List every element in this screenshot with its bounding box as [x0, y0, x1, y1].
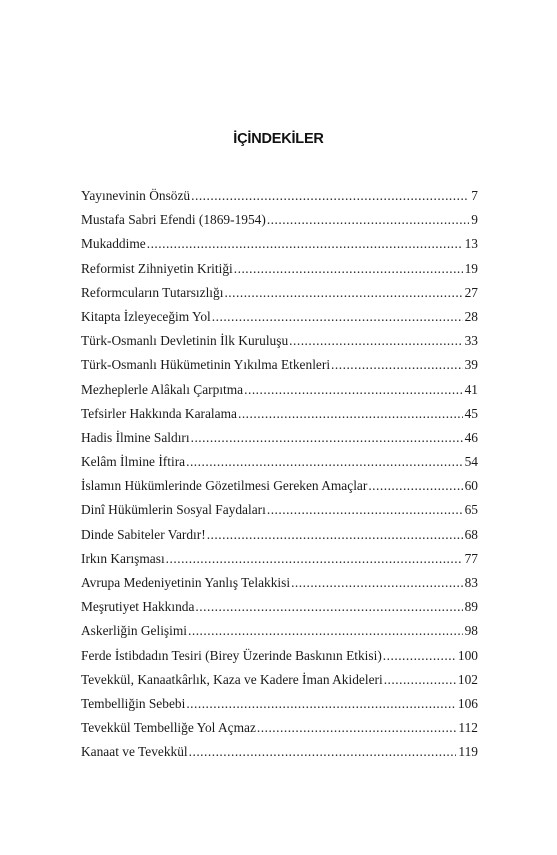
- toc-entry-label: Reformcuların Tutarsızlığı: [81, 284, 224, 300]
- toc-entry: [81, 646, 478, 670]
- toc-entry: [81, 355, 478, 379]
- toc-entry: [81, 525, 478, 549]
- toc-entry-page-number: 54: [464, 454, 478, 470]
- toc-dot-leader: [291, 573, 463, 593]
- toc-entry: [81, 694, 478, 718]
- toc-entry-page-number: 28: [464, 308, 478, 324]
- toc-entry-label: Hadis İlmine Saldırı: [81, 429, 190, 445]
- toc-entry-label: Kelâm İlmine İftira: [81, 454, 186, 470]
- toc-entry: [81, 283, 478, 307]
- toc-entry: [81, 573, 478, 597]
- toc-entry-page-number: 77: [464, 550, 478, 566]
- toc-entry-page-number: 83: [464, 575, 478, 590]
- toc-dot-leader: [238, 404, 463, 424]
- toc-dot-leader: [186, 452, 463, 472]
- toc-entry-label: Türk-Osmanlı Devletinin İlk Kuruluşu: [81, 333, 289, 349]
- toc-entry-page-number: 106: [457, 695, 478, 711]
- toc-entry-page-number: 9: [471, 212, 478, 228]
- toc-entry: [81, 452, 478, 476]
- toc-dot-leader: [267, 500, 463, 520]
- toc-dot-leader: [224, 283, 462, 303]
- toc-entry-page-number: 39: [464, 357, 478, 373]
- toc-entry-page-number: 46: [464, 429, 478, 445]
- toc-entry-label: Mukaddime: [81, 236, 146, 252]
- toc-entry: [81, 331, 478, 355]
- toc-dot-leader: [384, 670, 456, 690]
- toc-entry: [81, 259, 478, 283]
- toc-entry-page-number: 102: [457, 671, 478, 687]
- toc-dot-leader: [331, 355, 463, 375]
- toc-entry-label: Irkın Karışması: [81, 550, 165, 566]
- toc-dot-leader: [244, 380, 462, 400]
- toc-entry: [81, 742, 478, 766]
- toc-dot-leader: [212, 307, 463, 327]
- toc-entry-page-number: 112: [458, 720, 478, 736]
- toc-dot-leader: [191, 186, 469, 206]
- toc-dot-leader: [289, 331, 462, 351]
- toc-entry-label: Mezheplerle Alâkalı Çarpıtma: [81, 381, 244, 397]
- toc-dot-leader: [195, 597, 462, 617]
- toc-entry-label: Tevekkül Tembelliğe Yol Açmaz: [81, 720, 256, 736]
- toc-entry: [81, 718, 478, 742]
- toc-title: İÇİNDEKİLER: [233, 131, 324, 147]
- toc-entry-page-number: 68: [464, 526, 478, 542]
- toc-entry-page-number: 45: [464, 405, 478, 421]
- toc-entry-page-number: 7: [471, 188, 478, 203]
- toc-dot-leader: [189, 742, 457, 762]
- toc-dot-leader: [147, 234, 463, 254]
- toc-entry: [81, 404, 478, 428]
- toc-entry-label: Ferde İstibdadın Tesiri (Birey Üzerinde Baskının Etkisi): [81, 647, 382, 663]
- toc-entry: [81, 234, 478, 258]
- toc-entry-page-number: 65: [464, 502, 478, 518]
- toc-entry-label: Yayınevinin Önsözü: [81, 188, 191, 203]
- toc-entry-label: İslamın Hükümlerinde Gözetilmesi Gereken Amaçlar: [81, 478, 368, 494]
- toc-dot-leader: [257, 718, 457, 738]
- toc-entry-label: Türk-Osmanlı Hükümetinin Yıkılma Etkenleri: [81, 357, 331, 373]
- toc-entry-page-number: 33: [464, 333, 478, 349]
- toc-entry-label: Tembelliğin Sebebi: [81, 695, 186, 711]
- toc-entry: [81, 621, 478, 645]
- toc-entry-page-number: 98: [464, 623, 478, 639]
- toc-dot-leader: [166, 549, 463, 569]
- toc-entry: [81, 186, 478, 210]
- toc-dot-leader: [191, 428, 463, 448]
- toc-entry-label: Dinî Hükümlerin Sosyal Faydaları: [81, 502, 266, 518]
- toc-dot-leader: [186, 694, 456, 714]
- toc-list: [81, 186, 478, 767]
- toc-entry: [81, 307, 478, 331]
- toc-entry-label: Kanaat ve Tevekkül: [81, 744, 188, 760]
- toc-entry: [81, 500, 478, 524]
- toc-dot-leader: [383, 646, 456, 666]
- toc-entry-label: Reformist Zihniyetin Kritiği: [81, 260, 233, 276]
- toc-dot-leader: [234, 259, 463, 279]
- toc-dot-leader: [368, 476, 462, 496]
- toc-entry-page-number: 41: [464, 381, 478, 397]
- toc-entry-label: Askerliğin Gelişimi: [81, 623, 188, 639]
- toc-dot-leader: [207, 525, 463, 545]
- toc-dot-leader: [188, 621, 463, 641]
- toc-entry: [81, 428, 478, 452]
- toc-entry-page-number: 13: [464, 236, 478, 252]
- toc-entry-page-number: 60: [464, 478, 478, 494]
- toc-entry-label: Meşrutiyet Hakkında: [81, 599, 195, 615]
- toc-entry: [81, 597, 478, 621]
- toc-entry-page-number: 89: [464, 599, 478, 615]
- toc-entry-label: Tefsirler Hakkında Karalama: [81, 405, 237, 421]
- toc-entry-page-number: 119: [458, 744, 478, 760]
- toc-entry: [81, 670, 478, 694]
- toc-entry: [81, 210, 478, 234]
- toc-dot-leader: [267, 210, 469, 230]
- toc-entry-label: Kitapta İzleyeceğim Yol: [81, 308, 211, 324]
- toc-entry-page-number: 27: [464, 284, 478, 300]
- toc-entry: [81, 549, 478, 573]
- toc-entry-label: Tevekkül, Kanaatkârlık, Kaza ve Kadere İman Akideleri: [81, 671, 383, 687]
- toc-entry-label: Mustafa Sabri Efendi (1869-1954): [81, 212, 266, 228]
- toc-entry: [81, 380, 478, 404]
- toc-entry-label: Dinde Sabiteler Vardır!: [81, 526, 206, 542]
- toc-entry-page-number: 19: [464, 260, 478, 276]
- toc-entry-page-number: 100: [457, 647, 478, 663]
- toc-entry-label: Avrupa Medeniyetinin Yanlış Telakkisi: [81, 575, 291, 590]
- toc-entry: [81, 476, 478, 500]
